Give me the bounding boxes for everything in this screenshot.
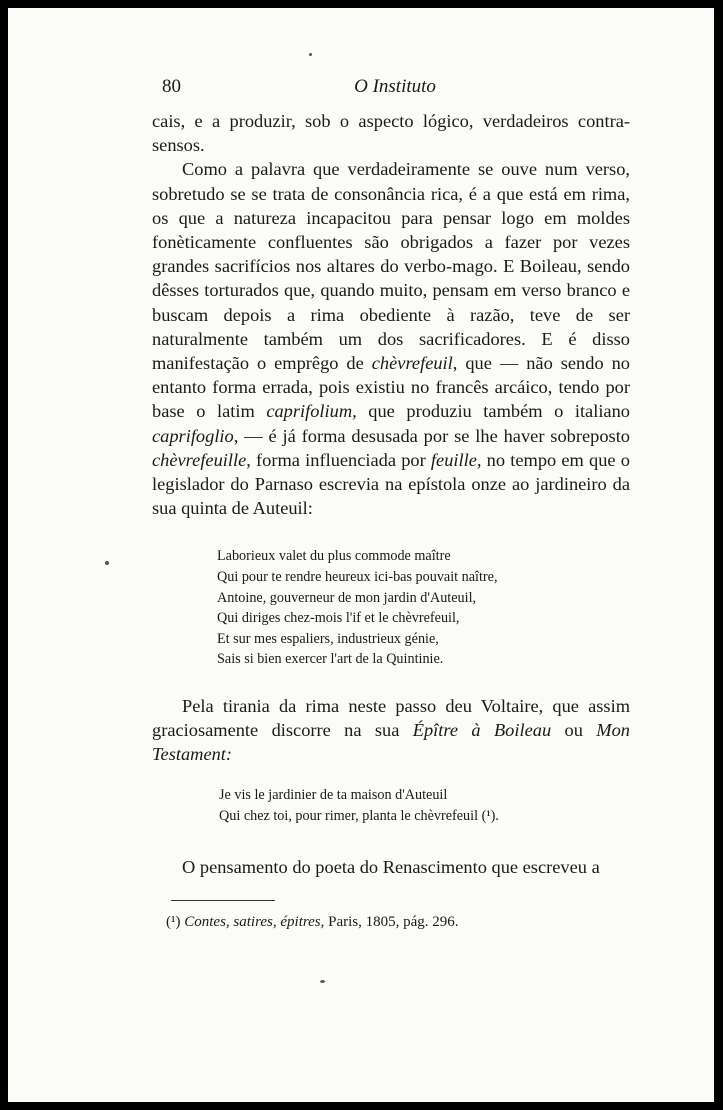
footnote-title: Contes, satires, épitres, (184, 914, 325, 930)
verse-line: Antoine, gouverneur de mon jardin d'Auteuil, (217, 589, 477, 606)
paragraph-1: cais, e a produzir, sob o aspecto lógico, verdadeiros contra-sensos. (152, 111, 630, 156)
p2-italic-chevrefeuil: chèvrefeuil (371, 353, 453, 374)
footnote-reference: (¹). (481, 807, 499, 824)
paragraph-3 (152, 694, 630, 767)
verse-line: Et sur mes espaliers, industrieux génie, (217, 630, 439, 647)
verse-quote-boileau (217, 546, 630, 670)
page-header (152, 72, 638, 102)
p2-text-f: no tempo em que o legislador do Parnaso escrevia na epístola onze ao jardineiro da sua quinta de Auteuil: (152, 449, 630, 519)
verse-quote-voltaire (219, 785, 630, 827)
p3-text-a: Pela tirania da rima neste passo deu Voltaire, que assim graciosamente discorre na sua (152, 696, 630, 741)
verse-line-text: Qui chez toi, pour rimer, planta le chèvrefeuil (219, 807, 479, 824)
p2-italic-chevrefeuille: chèvrefeuille (152, 449, 247, 470)
print-speck (320, 980, 325, 983)
footnote-text: Paris, 1805, pág. 296. (324, 914, 459, 930)
text-body (152, 109, 630, 879)
p3-text-b: ou (551, 720, 597, 741)
p2-italic-caprifolium: caprifolium, (266, 401, 357, 422)
verse-line: Je vis le jardinier de ta maison d'Auteuil (219, 786, 448, 803)
p3-italic-testament: Mon Testament: (152, 720, 630, 765)
footnote-marker: (¹) (166, 914, 181, 930)
p2-text-e: , forma influenciada por (246, 449, 431, 470)
page-number: 80 (162, 76, 181, 97)
p2-text-a: Como a palavra que verdadeiramente se ouve num verso, sobretudo se se trata de consonância rica, é a que está em rima, os que a natureza incapacitou para pensar logo em moldes fonèticamente confluentes são obrigados a fazer por vezes grandes sacrifícios nos altares do verbo-mago. E Boileau, sendo dêsses torturados que, quando muito, pensam em verso branco e buscam depois a rima obediente à razão, teve de ser naturalmente também um dos sacrificadores. E é disso manifestação o emprêgo de (152, 159, 630, 374)
print-speck (105, 561, 109, 565)
p2-italic-caprifoglio: caprifoglio (152, 425, 234, 446)
p2-italic-feuille: feuille, (430, 449, 482, 470)
print-speck (309, 53, 312, 56)
verse-line: Qui diriges chez-mois l'if et le chèvrefeuil, (217, 610, 460, 627)
verse-line: Sais si bien exercer l'art de la Quintinie. (217, 651, 444, 668)
paragraph-4: O pensamento do poeta do Renascimento que escreveu a (182, 856, 600, 877)
paragraph-2 (152, 157, 630, 520)
footnote-divider (171, 900, 275, 901)
verse-line (219, 806, 630, 827)
running-title: O Instituto (354, 76, 436, 97)
p3-italic-epitre: Épître à Boileau (412, 720, 552, 741)
p2-text-b: , que — não sendo no entanto forma errada, pois existiu no francês arcáico, tendo por base o latim (152, 353, 630, 422)
p2-text-d: , — é já forma desusada por se lhe haver sobreposto (233, 425, 630, 446)
footnote (166, 914, 459, 931)
verse-line: Qui pour te rendre heureux ici-bas pouvait naître, (217, 569, 498, 586)
p2-text-c: que produziu também o italiano (356, 401, 630, 422)
document-page (8, 8, 714, 1102)
verse-line: Laborieux valet du plus commode maître (217, 548, 451, 565)
